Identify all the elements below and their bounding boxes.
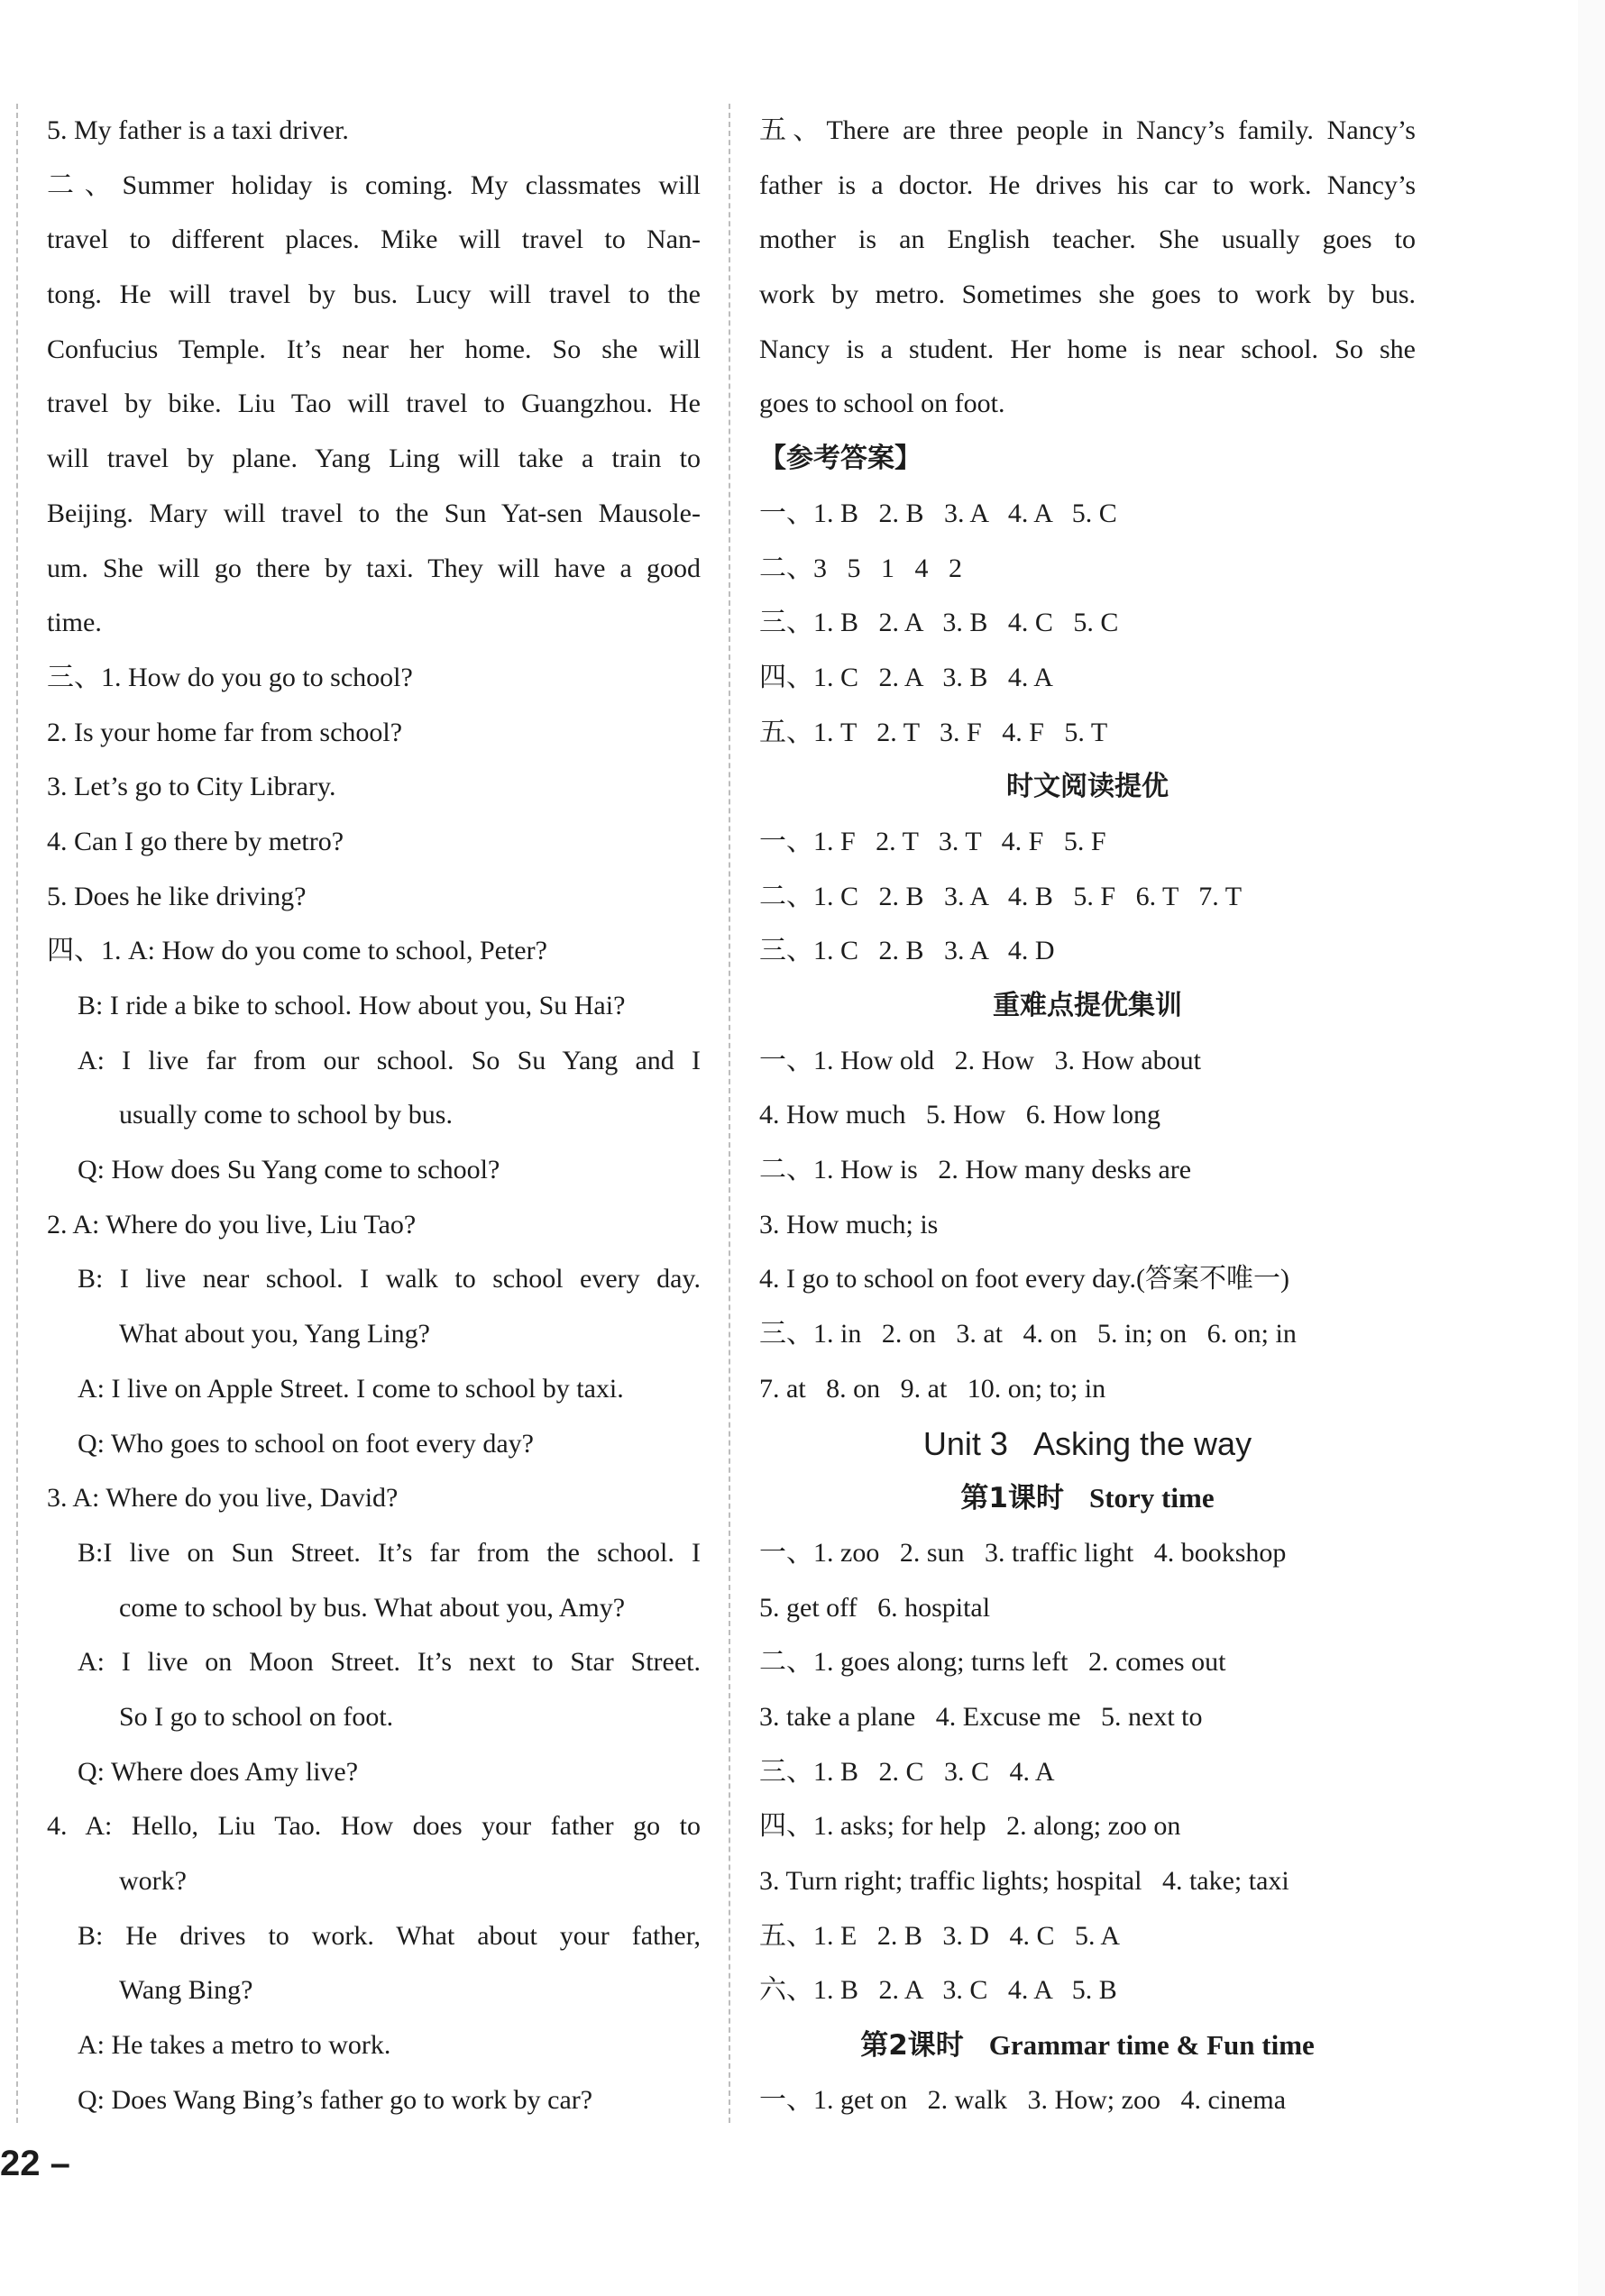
answer-line: 五、1. T 2. T 3. F 4. F 5. T xyxy=(759,717,1108,747)
answer-line: 三、1. in 2. on 3. at 4. on 5. in; on 6. on; in xyxy=(759,1319,1297,1349)
left-text-line: So I go to school on foot. xyxy=(119,1701,394,1732)
section-heading: 重难点提优集训 xyxy=(993,990,1182,1021)
left-text-line: 2. A: Where do you live, Liu Tao? xyxy=(47,1209,417,1239)
answer-line: 三、1. B 2. A 3. B 4. C 5. C xyxy=(759,608,1119,638)
answer-line: 三、1. C 2. B 3. A 4. D xyxy=(759,936,1055,966)
left-text-line: A: I live on Apple Street. I come to school by taxi. xyxy=(78,1373,624,1404)
lesson-number: 第1课时 xyxy=(960,1482,1064,1515)
answer-line: 一、1. B 2. B 3. A 4. A 5. C xyxy=(759,498,1117,528)
left-text-line: B: I ride a bike to school. How about you, Su Hai? xyxy=(78,991,626,1020)
answer-line: 四、1. C 2. A 3. B 4. A xyxy=(759,662,1053,692)
passage-line: Nancy is a student. Her home is near school. So she xyxy=(759,334,1416,364)
answer-line: 二、1. C 2. B 3. A 4. B 5. F 6. T 7. T xyxy=(759,881,1243,911)
left-text-line: 5. My father is a taxi driver. xyxy=(47,115,349,145)
answer-line: 一、1. get on 2. walk 3. How; zoo 4. cinema xyxy=(759,2084,1287,2115)
lesson-name: Story time xyxy=(1088,1482,1215,1514)
answer-line: 3. How much; is xyxy=(759,1209,939,1239)
passage-line: work by metro. Sometimes she goes to work by bus. xyxy=(759,279,1416,310)
answer-line: 一、1. How old 2. How 3. How about xyxy=(759,1045,1201,1075)
answer-line: 三、1. B 2. C 3. C 4. A xyxy=(759,1756,1055,1787)
right-column xyxy=(759,104,1416,2127)
answer-line: 5. get off 6. hospital xyxy=(759,1592,991,1623)
left-text-line: B: He drives to work. What about your father, xyxy=(78,1920,701,1951)
left-text-line: Q: Where does Amy live? xyxy=(78,1756,359,1787)
answer-line: 一、1. zoo 2. sun 3. traffic light 4. bookshop xyxy=(759,1537,1287,1568)
left-text-line: tong. He will travel by bus. Lucy will travel to the xyxy=(47,279,701,310)
left-text-line: 二、Summer holiday is coming. My classmates will xyxy=(47,169,701,200)
passage-line: father is a doctor. He drives his car to work. Nancy’s xyxy=(759,169,1416,200)
column-divider xyxy=(729,104,730,2123)
left-text-line: 3. Let’s go to City Library. xyxy=(47,772,336,802)
lesson-title xyxy=(759,2018,1416,2073)
answer-line: 四、1. asks; for help 2. along; zoo on xyxy=(759,1811,1181,1842)
left-column xyxy=(47,104,701,2127)
answer-line: 4. How much 5. How 6. How long xyxy=(759,1100,1160,1130)
left-text-line: Confucius Temple. It’s near her home. So she will xyxy=(47,334,701,364)
left-text-line: What about you, Yang Ling? xyxy=(119,1319,430,1349)
answer-line: 五、1. E 2. B 3. D 4. C 5. A xyxy=(759,1920,1121,1951)
left-margin-rule xyxy=(16,104,18,2123)
section-heading: 时文阅读提优 xyxy=(1006,771,1169,803)
answer-line: 一、1. F 2. T 3. T 4. F 5. F xyxy=(759,826,1106,856)
left-text-line: 3. A: Where do you live, David? xyxy=(47,1483,399,1514)
left-text-line: Wang Bing? xyxy=(119,1975,253,2006)
unit-title xyxy=(759,1417,1416,1472)
left-text-line: Q: Who goes to school on foot every day? xyxy=(78,1428,535,1459)
unit-number: Unit 3 xyxy=(922,1424,1008,1462)
left-text-line: 四、1. A: How do you come to school, Peter? xyxy=(47,936,547,966)
left-text-line: 2. Is your home far from school? xyxy=(47,717,403,747)
left-text-line: um. She will go there by taxi. They will have a good xyxy=(47,553,701,583)
answer-line: 7. at 8. on 9. at 10. on; to; in xyxy=(759,1373,1106,1404)
left-text-line: Beijing. Mary will travel to the Sun Yat-sen Mausole- xyxy=(47,498,701,528)
left-text-line: A: I live far from our school. So Su Yang and I xyxy=(78,1045,701,1075)
lesson-title xyxy=(759,1471,1416,1526)
left-text-line: usually come to school by bus. xyxy=(119,1100,453,1130)
left-text-line: B:I live on Sun Street. It’s far from the school. I xyxy=(78,1537,701,1568)
left-text-line: come to school by bus. What about you, Amy? xyxy=(119,1592,626,1623)
answer-key-heading: 【参考答案】 xyxy=(759,443,922,475)
left-text-line: Q: Does Wang Bing’s father go to work by car? xyxy=(78,2084,593,2115)
answer-line: 3. take a plane 4. Excuse me 5. next to xyxy=(759,1701,1203,1732)
answer-line: 4. I go to school on foot every day.(答案不唯一) xyxy=(759,1264,1289,1294)
left-text-line: A: I live on Moon Street. It’s next to Star Street. xyxy=(78,1647,701,1678)
passage-line: mother is an English teacher. She usually goes to xyxy=(759,224,1416,255)
left-text-line: travel by bike. Liu Tao will travel to Guangzhou. He xyxy=(47,389,701,419)
answer-line: 六、1. B 2. A 3. C 4. A 5. B xyxy=(759,1975,1117,2006)
left-text-line: 4. A: Hello, Liu Tao. How does your father go to xyxy=(47,1811,701,1842)
answer-line: 二、1. goes along; turns left 2. comes out xyxy=(759,1647,1226,1678)
answer-line: 二、3 5 1 4 2 xyxy=(759,553,962,583)
left-text-line: Q: How does Su Yang come to school? xyxy=(78,1155,500,1185)
answer-line: 二、1. How is 2. How many desks are xyxy=(759,1155,1192,1185)
left-text-line: will travel by plane. Yang Ling will take a train to xyxy=(47,444,701,474)
lesson-number: 第2课时 xyxy=(860,2029,964,2063)
left-text-line: 4. Can I go there by metro? xyxy=(47,826,344,856)
left-text-line: 5. Does he like driving? xyxy=(47,881,307,911)
unit-name: Asking the way xyxy=(1032,1424,1252,1462)
left-text-line: B: I live near school. I walk to school every day. xyxy=(78,1264,701,1294)
passage-line: goes to school on foot. xyxy=(759,389,1005,419)
answer-line: 3. Turn right; traffic lights; hospital 4. take; taxi xyxy=(759,1866,1289,1896)
left-text-line: travel to different places. Mike will travel to Nan- xyxy=(47,224,701,255)
lesson-name: Grammar time & Fun time xyxy=(988,2029,1315,2062)
left-text-line: 三、1. How do you go to school? xyxy=(47,662,413,692)
passage-line: 五、There are three people in Nancy’s family. Nancy’s xyxy=(759,115,1416,145)
left-text-line: A: He takes a metro to work. xyxy=(78,2030,391,2061)
left-text-line: time. xyxy=(47,608,102,638)
page-number: 22 – xyxy=(0,2144,70,2183)
left-text-line: work? xyxy=(119,1866,187,1896)
